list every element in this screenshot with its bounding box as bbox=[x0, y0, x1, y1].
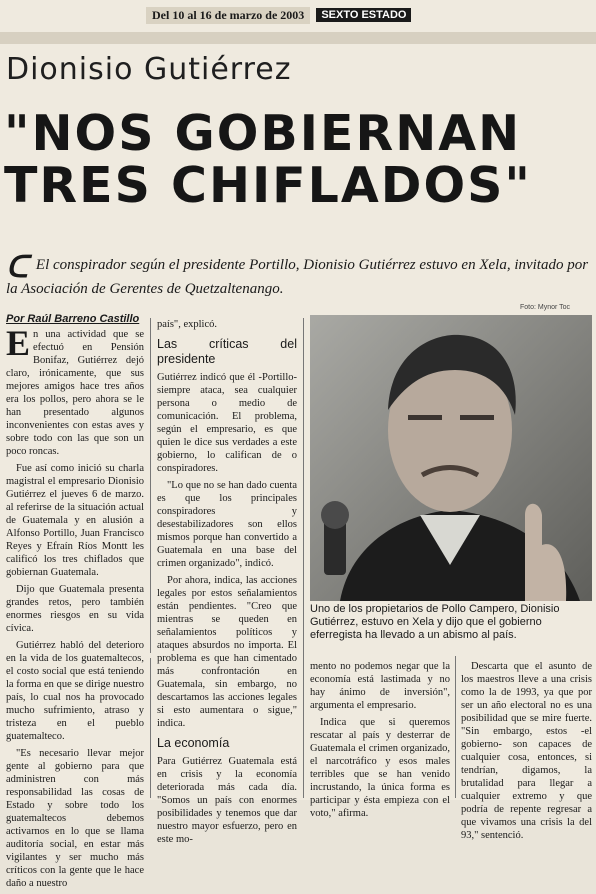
paragraph: Gutiérrez habló del deterioro en la vida de los guatemaltecos, el costo social que está teniendo la forma en que se dirige nuestro país, lo cual nos ha provocado mucho sufrimiento, atraso y tristeza en el pueblo guatemalteco. bbox=[6, 640, 144, 742]
column-divider bbox=[150, 318, 151, 653]
subheading-criticas: Las críticas del presidente bbox=[157, 337, 297, 366]
column-3 bbox=[310, 660, 450, 824]
column-divider bbox=[455, 656, 456, 798]
paragraph: Dijo que Guatemala presenta grandes retos, pero también enormes riesgos en su vida cívica. bbox=[6, 584, 144, 634]
issue-date: Del 10 al 16 de marzo de 2003 bbox=[146, 7, 310, 24]
photo-credit: Foto: Mynor Toc bbox=[520, 304, 571, 311]
masthead bbox=[146, 6, 411, 24]
paragraph: "Es necesario llevar mejor gente al gobierno para que administren con más responsabilidad las cosas de Estado y sobre todo los guatemaltecos debemos activarnos en lo que se llama auditoría social, en estar más vigilantes y ser mucho más críticos con la gente que le hace daño a nuestro bbox=[6, 748, 144, 889]
paragraph: Fue así como inició su charla magistral el empresario Dionisio Gutiérrez el jueves 6 de marzo. al referirse de la situación actual de Guatemala y en alusión a Alfonso Portillo, Juan Francisco Reyes y Efraín Ríos Montt les calificó los tres chiflados que gobiernan Guatemala. bbox=[6, 463, 144, 578]
lead-text: El conspirador según el presidente Portillo, Dionisio Gutiérrez estuvo en Xela, invitado por la Asociación de Gerentes de Quetzaltenango. bbox=[6, 257, 589, 297]
paragraph: país", explicó. bbox=[157, 319, 217, 330]
portrait-photo bbox=[310, 315, 592, 601]
section-label: SEXTO ESTADO bbox=[316, 8, 411, 22]
column-divider bbox=[150, 658, 151, 798]
column-2 bbox=[157, 318, 297, 850]
drop-cap: E bbox=[6, 323, 31, 363]
column-divider bbox=[303, 318, 304, 798]
paragraph: "Lo que no se han dado cuenta es que los principales conspiradores y desestabilizadores son ellos mismos porque han convertido a Guatemala en una base del crimen organizado", indicó. bbox=[157, 480, 297, 569]
portrait-illustration bbox=[310, 315, 592, 601]
byline: Por Raúl Barreno Castillo bbox=[6, 313, 140, 325]
paragraph: Indica que si queremos rescatar al país y desterrar de Guatemala el crimen organizado, el narcotráfico y esos males terribles que se han venido incrustando, la única forma es participar y ésta empieza con el voto," afirma. bbox=[310, 717, 450, 819]
subheading-economia: La economía bbox=[157, 736, 230, 750]
paragraph: Para Gutiérrez Guatemala está en crisis y la economía deteriorada más cada día. "Somos un país con enormes posibilidades y tenemos que dar nuestro mayor esfuerzo, pero en este mo- bbox=[157, 756, 297, 845]
column-1 bbox=[6, 323, 144, 894]
paragraph: mento no podemos negar que la economía está lastimada y no hay ánimo de inversión", argumenta el empresario. bbox=[310, 661, 450, 711]
column-4 bbox=[461, 660, 592, 846]
paragraph: Por ahora, indica, las acciones legales por estos señalamientos están pendientes. "Creo que mientras se queden en señalamientos políticos y ataques absurdos no importa. El problema es que han cimentado más confrontación en Guatemala, sin embargo, no descartamos las acciones legales si esto aumentara o sigue," indica. bbox=[157, 575, 297, 729]
article-kicker-name: Dionisio Gutiérrez bbox=[6, 52, 292, 87]
lead-mark-icon: ᑕ bbox=[6, 251, 28, 284]
photo-caption: Uno de los propietarios de Pollo Campero, Dionisio Gutiérrez, estuvo en Xela y dijo que el gobierno eferregista ha llevado a un abismo al país. bbox=[310, 603, 560, 641]
paragraph: Gutiérrez indicó que él -Portillo- siempre ataca, sea cualquier persona o medio de comunicación. El problema, según el empresario, es que quien le dice sus verdades a este gobierno, lo califican de o conspiradores. bbox=[157, 372, 297, 474]
article-lead bbox=[6, 251, 592, 299]
article-headline: "NOS GOBIERNAN TRES CHIFLADOS" bbox=[4, 105, 532, 214]
paragraph: En una actividad que se efectuó en Pensión Bonifaz, Gutiérrez dejó claro, irónicamente, que sus mejores amigos hace tres años era los pollos, pero ahora se le han presentado algunos inconvenientes con estas aves y sobre todo con las que son un poco roncas. bbox=[6, 323, 144, 457]
paragraph: Descarta que el asunto de los maestros lleve a una crisis como la de 1993, ya que por ser un año electoral no es una posibilidad que se mire fuerte. "Sin embargo, estos -el gobierno- son capaces de cualquier cosa, entonces, si tendrían, digamos, la brutalidad para llegar a cualquier extremo y que podría de repente regresar a que vivamos una crisis la del 93," sentenció. bbox=[461, 661, 592, 841]
top-divider bbox=[0, 32, 596, 44]
